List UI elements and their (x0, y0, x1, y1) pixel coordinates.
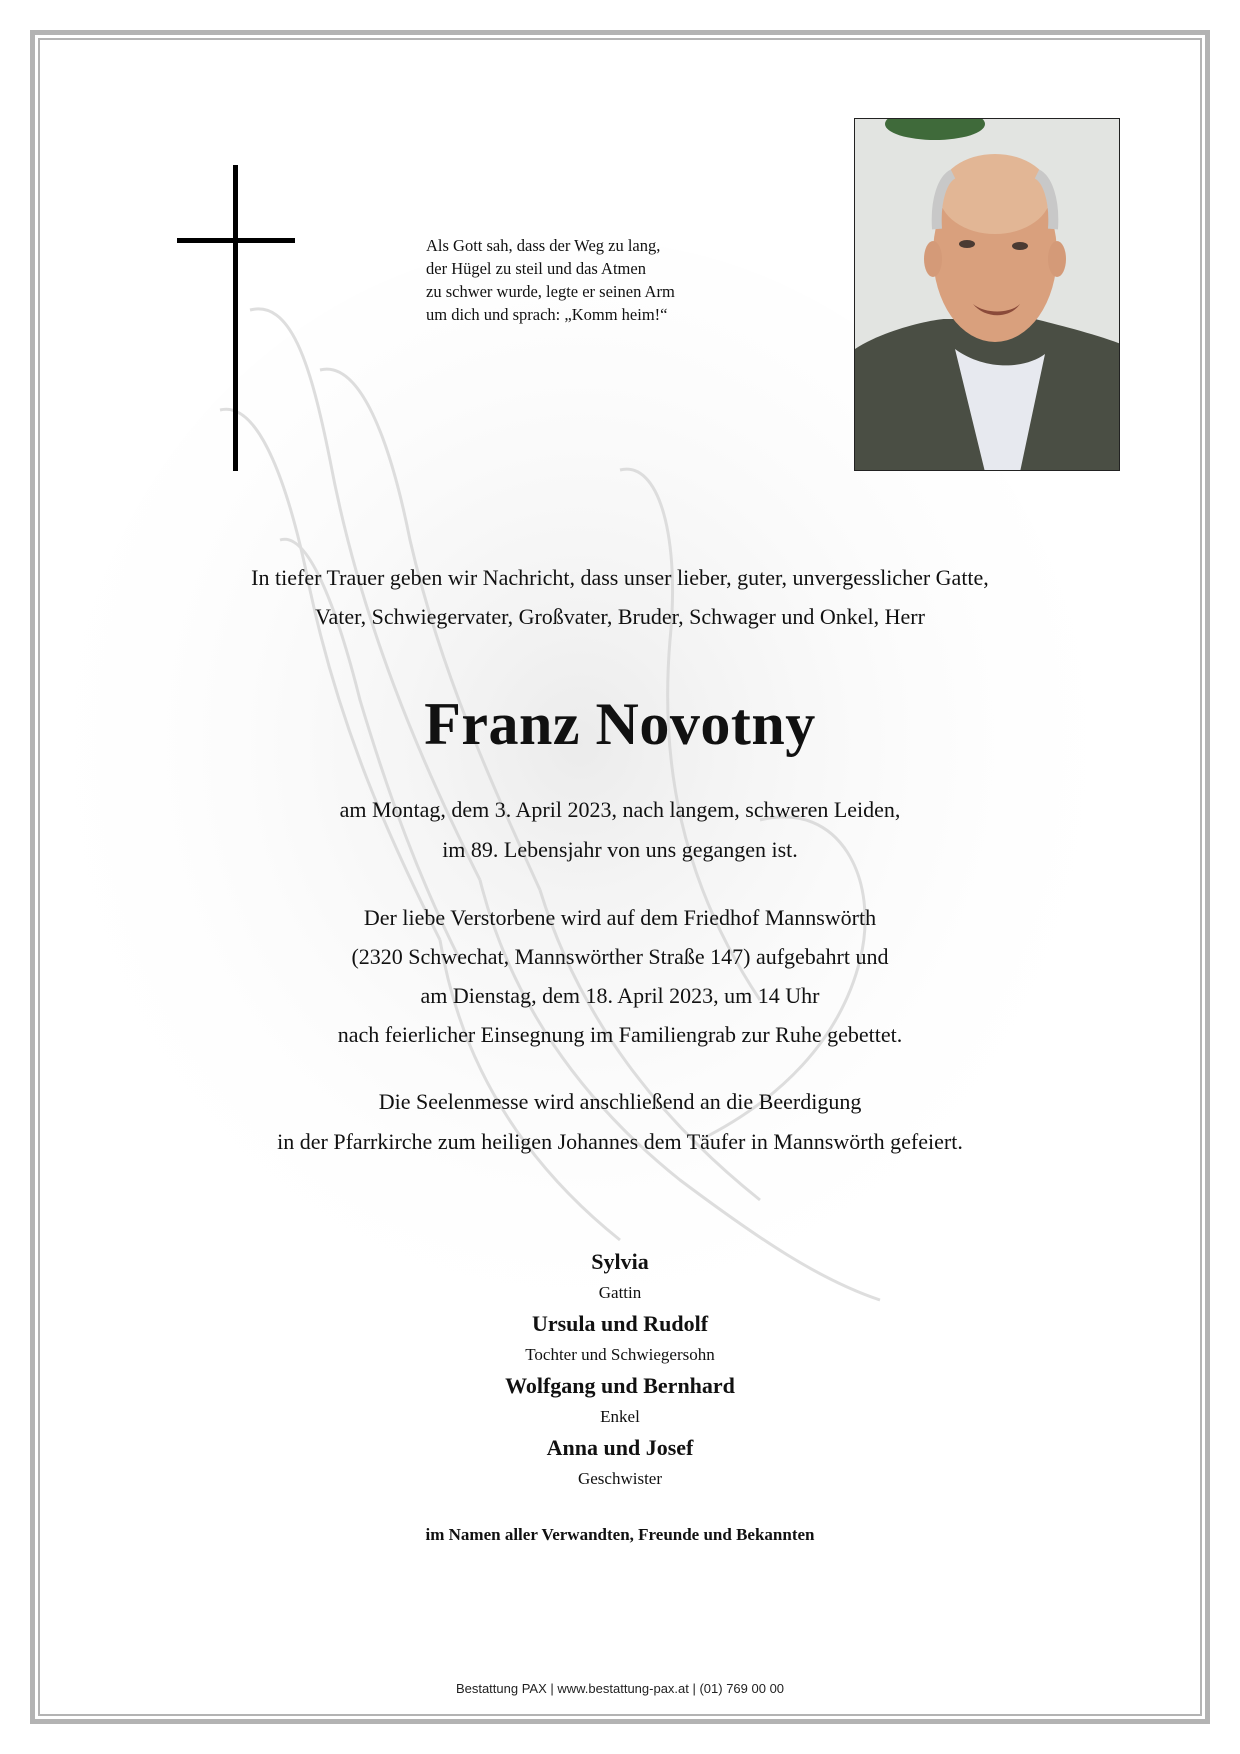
mourner-name: Ursula und Rudolf (531, 1311, 709, 1336)
death-notice-line: im 89. Lebensjahr von uns gegangen ist. (442, 837, 798, 862)
cross-icon-horizontal (177, 238, 295, 243)
mourner-name: Wolfgang und Bernhard (505, 1373, 735, 1398)
funeral-line: Der liebe Verstorbene wird auf dem Friedhof Mannswörth (363, 905, 877, 930)
portrait-photo (854, 118, 1120, 471)
requiem-mass (40, 1082, 1200, 1162)
intro-line: Vater, Schwiegervater, Großvater, Bruder, Schwager und Onkel, Herr (315, 604, 925, 629)
mourner-name: Sylvia (591, 1249, 649, 1274)
intro-line: In tiefer Trauer geben wir Nachricht, dass unser lieber, guter, unvergesslicher Gatte, (251, 565, 989, 590)
mourner-relation: Geschwister (577, 1469, 663, 1488)
announcement-intro (40, 558, 1200, 636)
quote-line: um dich und sprach: „Komm heim!“ (426, 305, 668, 324)
mourners-list (40, 1246, 1200, 1494)
closing-line: im Namen aller Verwandten, Freunde und Bekannten (425, 1525, 815, 1544)
funeral-line: (2320 Schwechat, Mannswörther Straße 147) aufgebahrt und (351, 944, 889, 969)
mourner-relation: Enkel (600, 1407, 640, 1426)
cross-icon-vertical (233, 165, 238, 471)
mass-line: in der Pfarrkirche zum heiligen Johannes dem Täufer in Mannswörth gefeiert. (277, 1129, 963, 1154)
funeral-line: nach feierlicher Einsegnung im Familiengrab zur Ruhe gebettet. (337, 1022, 903, 1047)
quote-line: zu schwer wurde, legte er seinen Arm (426, 282, 675, 301)
quote-line: der Hügel zu steil und das Atmen (426, 259, 646, 278)
funeral-line: am Dienstag, dem 18. April 2023, um 14 Uhr (420, 983, 820, 1008)
funeral-details (40, 898, 1200, 1054)
memorial-quote (426, 234, 675, 326)
mourner-name: Anna und Josef (546, 1435, 694, 1460)
mourner-relation: Gattin (598, 1283, 642, 1302)
portrait-illustration (855, 119, 1120, 471)
quote-line: Als Gott sah, dass der Weg zu lang, (426, 236, 661, 255)
mass-line: Die Seelenmesse wird anschließend an die Beerdigung (378, 1089, 862, 1114)
funeral-home-footer: Bestattung PAX | www.bestattung-pax.at | (01) 769 00 00 (455, 1681, 785, 1696)
death-notice-line: am Montag, dem 3. April 2023, nach langem, schweren Leiden, (339, 797, 901, 822)
mourner-relation: Tochter und Schwiegersohn (525, 1345, 715, 1364)
death-notice (40, 790, 1200, 870)
deceased-name: Franz Novotny (424, 691, 816, 757)
